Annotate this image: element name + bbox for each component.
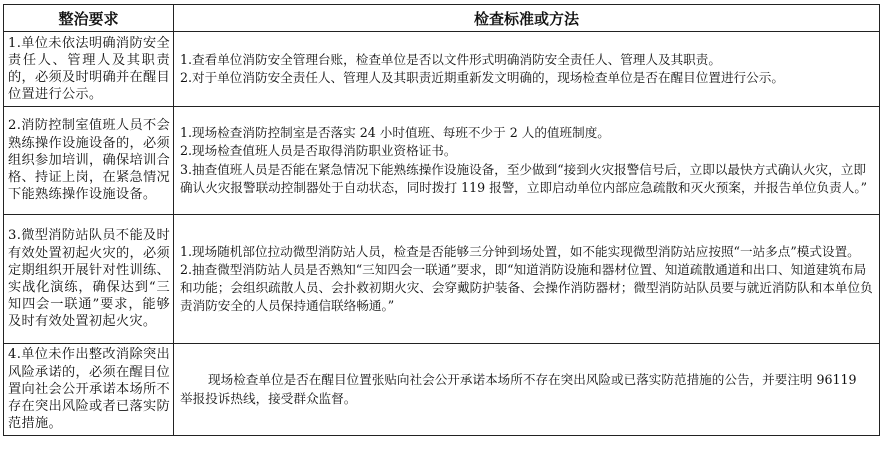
table-row (4, 32, 880, 107)
standard-item: 1.查看单位消防安全管理台账，检查单位是否以文件形式明确消防安全责任人、管理人及其职责。 (180, 51, 721, 67)
requirement-cell: 4.单位未作出整改消除突出风险承诺的，必须在醒目位置向社会公开承诺本场所不存在突出风险或者已落实防范措施。 (4, 344, 174, 436)
standard-item: 现场检查单位是否在醒目位置张贴向社会公开承诺本场所不存在突出风险或已落实防范措施的公告，并要注明 96119 举报投诉热线，接受群众监督。 (180, 372, 857, 406)
requirement-cell: 1.单位未依法明确消防安全责任人、管理人及其职责的，必须及时明确并在醒目位置进行公示。 (4, 32, 174, 107)
standard-item: 3.抽查值班人员是否能在紧急情况下能熟练操作设施设备，至少做到“接到火灾报警信号后，立即以最快方式确认火灾，立即确认火灾报警联动控制器处于自动状态，同时拨打 119 报警，立即启动单位内部应急疏散和灭火预案，并报告单位负责人。” (180, 161, 868, 195)
requirement-cell: 2.消防控制室值班人员不会熟练操作设施设备的，必须组织参加培训，确保培训合格、持证上岗，在紧急情况下能熟练操作设施设备。 (4, 107, 174, 215)
table-row (4, 107, 880, 215)
standard-item: 2.对于单位消防安全责任人、管理人及其职责近期重新发文明确的，现场检查单位是否在醒目位置进行公示。 (180, 70, 784, 85)
rectification-table (3, 4, 880, 436)
standard-item: 1.现场随机部位拉动微型消防站人员，检查是否能够三分钟到场处置，如不能实现微型消防站应按照“一站多点”模式设置。 (180, 243, 860, 259)
requirement-cell: 3.微型消防站队员不能及时有效处置初起火灾的，必须定期组织开展针对性训练、实战化演练，确保达到“三知四会一联通”要求，能够及时有效处置初起火灾。 (4, 215, 174, 344)
rectification-table-container (3, 4, 880, 436)
standard-item: 2.现场检查值班人员是否取得消防职业资格证书。 (180, 143, 457, 159)
standard-cell (174, 215, 880, 344)
standard-item: 1.现场检查消防控制室是否落实 24 小时值班、每班不少于 2 人的值班制度。 (180, 125, 610, 141)
header-standard: 检查标准或方法 (174, 5, 880, 32)
standard-cell (174, 344, 880, 436)
standard-item: 2.抽查微型消防站人员是否熟知“三知四会一联通”要求，即“知道消防设施和器材位置、知道疏散通道和出口、知道建筑布局和功能；会组织疏散人员、会扑救初期火灾、会穿戴防护装备、会操作消防器材；微型消防站队员要与就近消防队和本单位负责消防安全的人员保持通信联络畅通。” (180, 261, 873, 314)
table-row (4, 344, 880, 436)
header-requirement: 整治要求 (4, 5, 174, 32)
table-row (4, 215, 880, 344)
table-header-row (4, 5, 880, 32)
standard-cell (174, 32, 880, 107)
standard-cell (174, 107, 880, 215)
